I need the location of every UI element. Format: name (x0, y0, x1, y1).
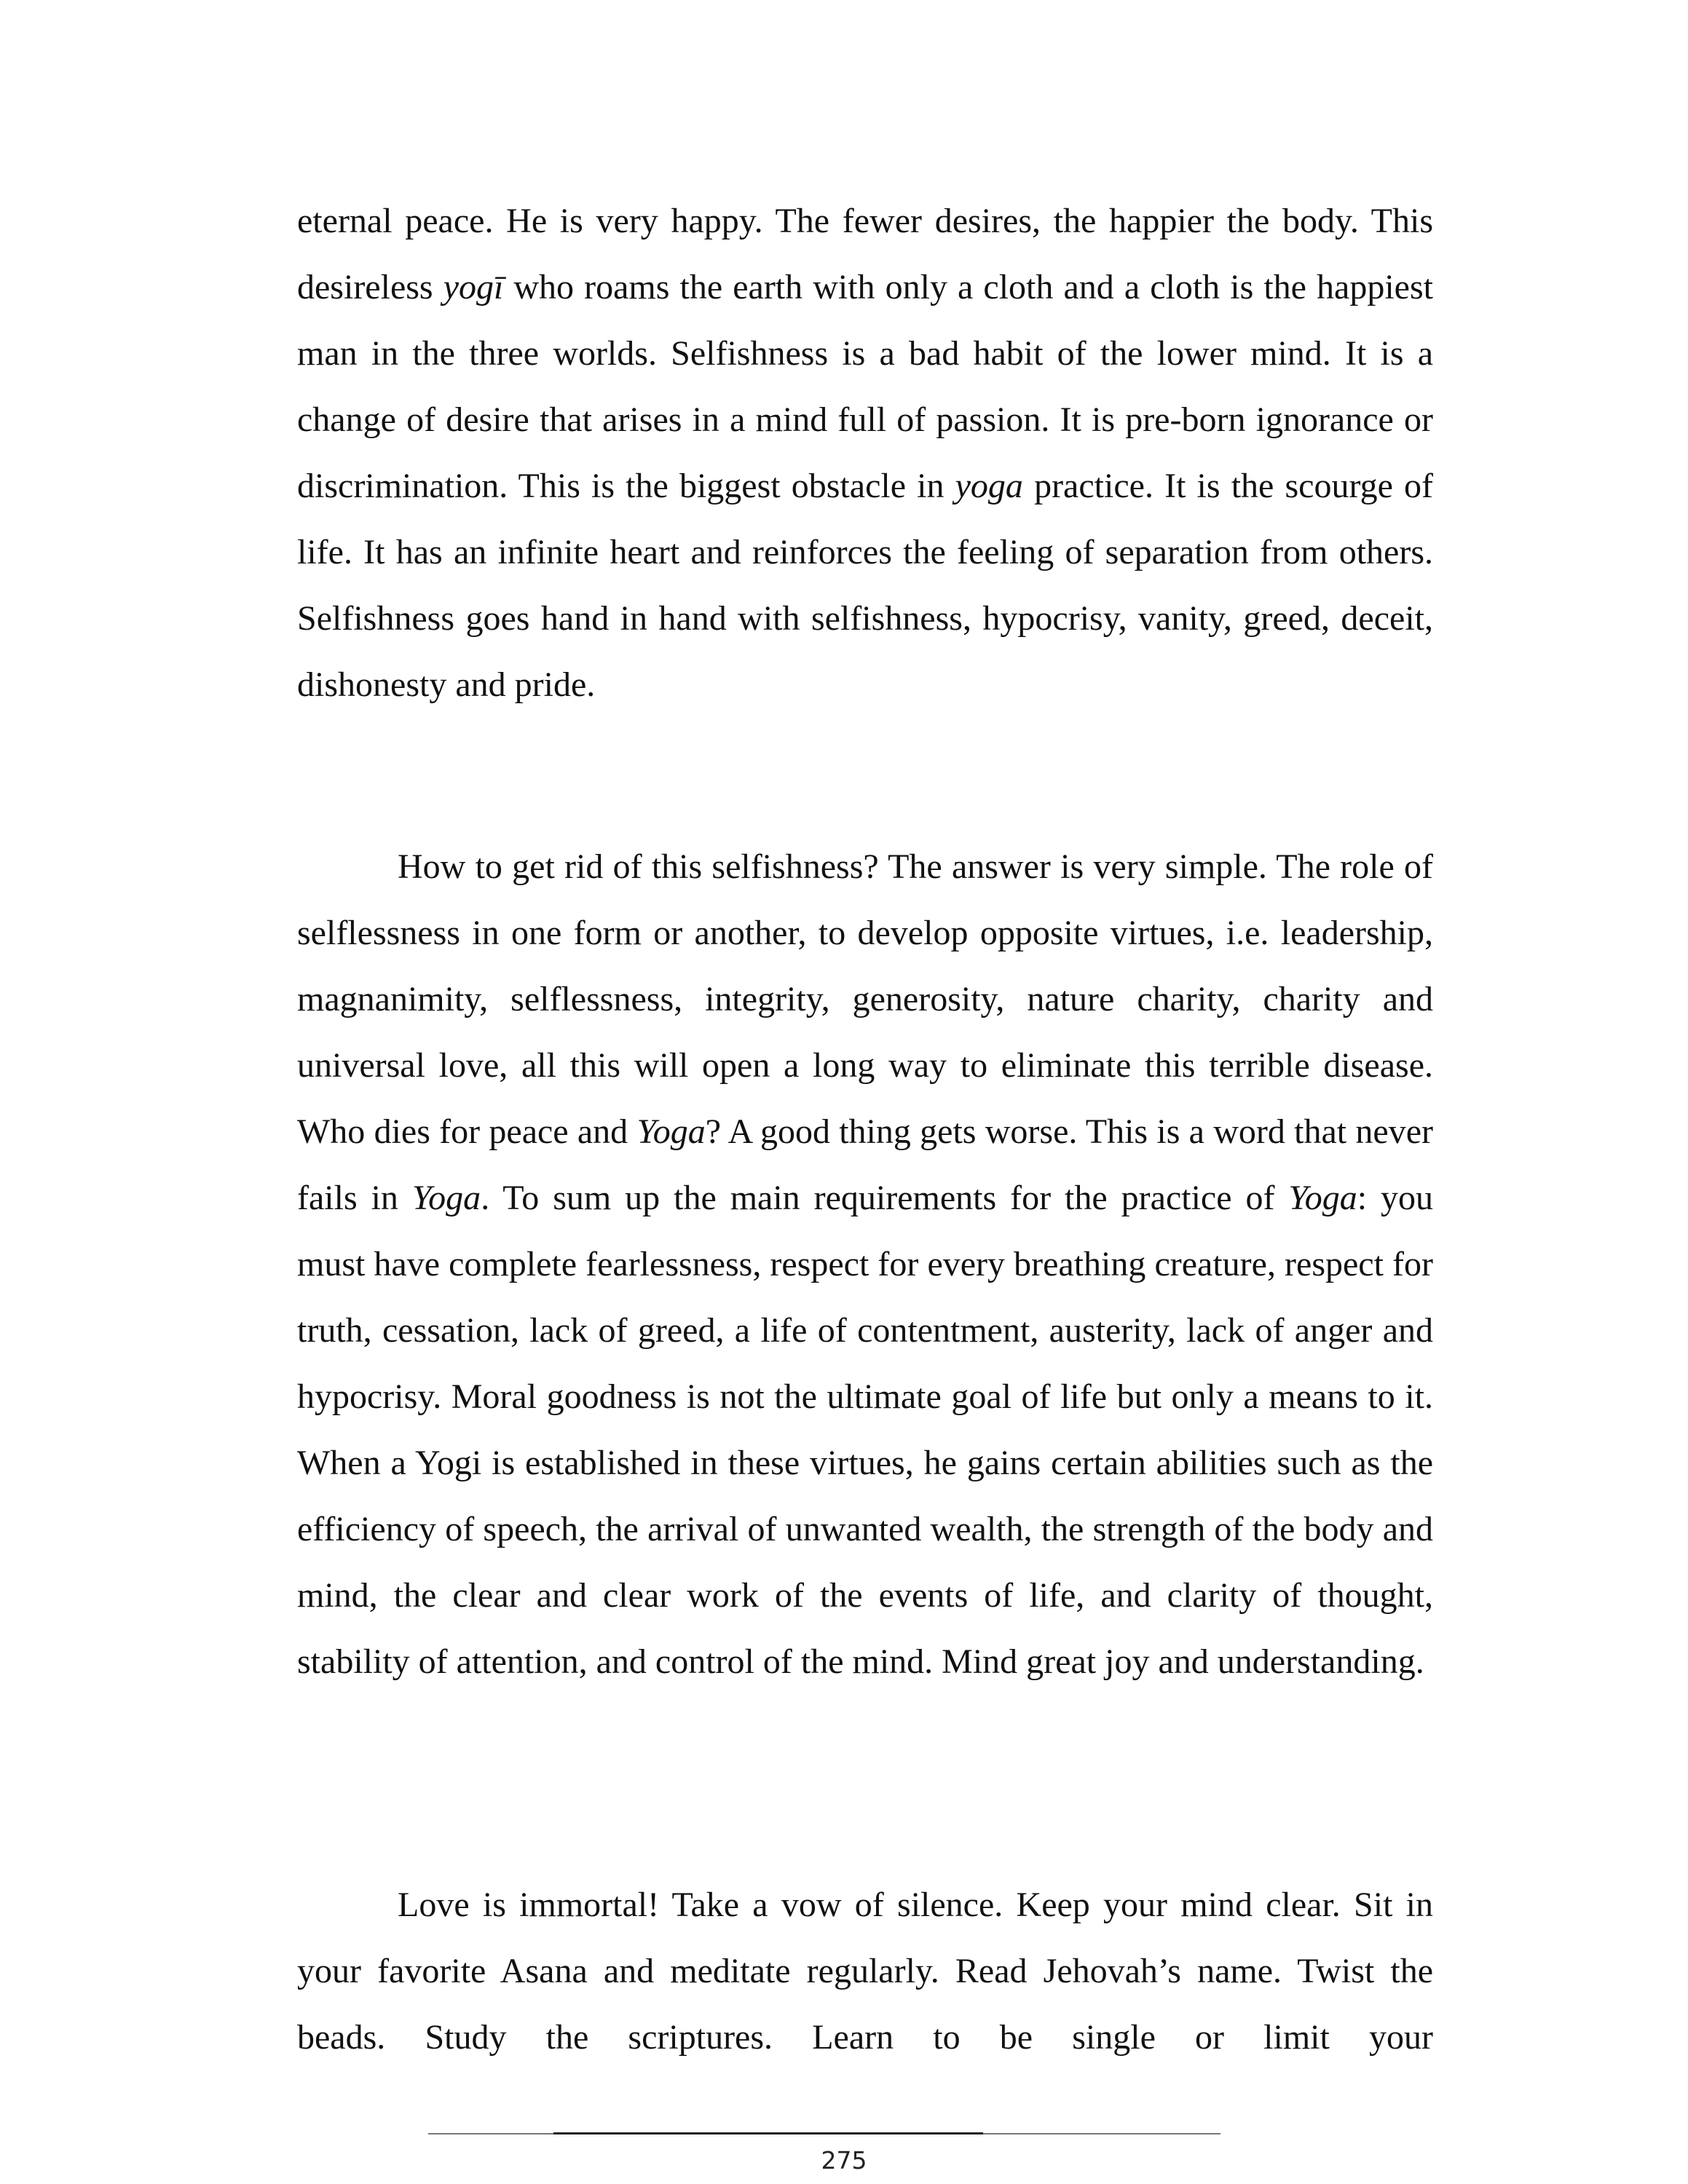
paragraph-1 (297, 188, 1433, 718)
paragraph-2 (297, 834, 1433, 1695)
text-run: who roams the earth with only a cloth and a cloth is the happiest man in the three worlds. Selfishness is a bad habit of the lower mind. It is a change of desire that arises in a mind full of passion. It is pre-born ignorance or discrimination. This is the biggest obstacle in (297, 268, 1434, 505)
text-run: How to get rid of this selfishness? The answer is very simple. The role of selflessness in one form or another, to develop opposite virtues, i.e. leadership, magnanimity, selflessness, integrity, generosity, nature charity, charity and universal love, all this will open a long way to eliminate this terrible disease. Who dies for peace and (297, 847, 1433, 1151)
text-run: eternal peace. He is very happy. The fewer desires, the happier the body. This desireless (297, 202, 1433, 306)
text-run: practice. It is the scourge of life. It has an infinite heart and reinforces the feeling of separation from others. Selfishness goes hand in hand with selfishness, hypocrisy, vanity, greed, deceit, dishonesty and pride. (297, 467, 1433, 704)
italic-term: Yoga (1288, 1179, 1357, 1217)
text-run: : you must have complete fearlessness, respect for every breathing creature, respect for truth, cessation, lack of greed, a life of contentment, austerity, lack of anger and hypocrisy. Moral goodness is not the ultimate goal of life but only a means to it. When a Yogi is established in these virtues, he gains certain abilities such as the efficiency of speech, the arrival of unwanted wealth, the strength of the body and mind, the clear and clear work of the events of life, and clarity of thought, stability of attention, and control of the mind. Mind great joy and understanding. (297, 1179, 1434, 1681)
text-run: ? A good thing gets worse. This is a word that never fails in (297, 1112, 1433, 1217)
text-run: Love is immortal! Take a vow of silence. Keep your mind clear. Sit in your favorite Asana and meditate regularly. Read Jehovah’s name. Twist the beads. Study the scriptures. Learn to be single or limit your (297, 1886, 1433, 2057)
italic-term: Yoga (411, 1179, 481, 1217)
italic-term: yogī (443, 268, 504, 306)
italic-term: yoga (955, 467, 1023, 505)
italic-term: Yoga (636, 1112, 706, 1151)
paragraph-3 (297, 1872, 1433, 2070)
page-number: 275 (821, 2146, 867, 2175)
footer-divider-emphasis (553, 2132, 983, 2134)
text-run: . To sum up the main requirements for the practice of (481, 1179, 1289, 1217)
